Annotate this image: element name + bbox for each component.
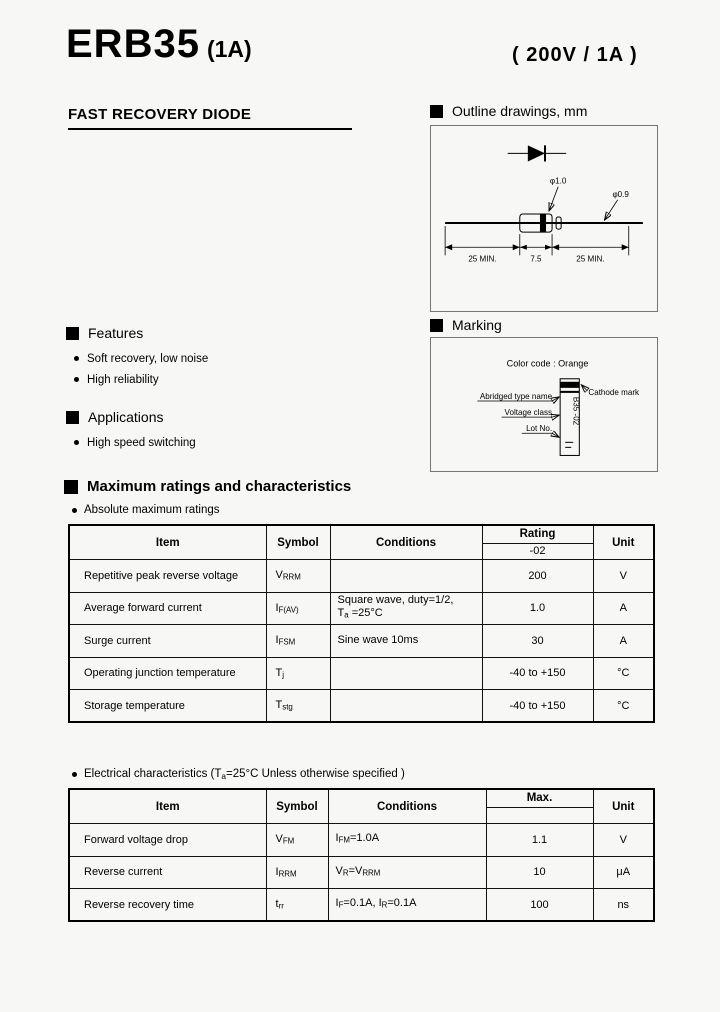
symbol-cell: trr [266, 889, 328, 922]
rating-cell: -40 to +150 [482, 657, 593, 690]
symbol-cell: Tj [266, 657, 330, 690]
conditions-cell [330, 560, 482, 593]
applications-heading-label: Applications [88, 409, 164, 425]
item-cell: Forward voltage drop [69, 824, 266, 857]
lot-no-label: Lot No. [526, 424, 553, 434]
unit-cell: μA [593, 856, 654, 889]
table-row [69, 690, 654, 723]
unit-cell: V [593, 560, 654, 593]
list-item [74, 369, 208, 390]
max-cell: 1.1 [486, 824, 593, 857]
voltage-current-rating: ( 200V / 1A ) [512, 44, 638, 66]
max-cell: 10 [486, 856, 593, 889]
unit-cell: °C [593, 690, 654, 723]
col-header-conditions: Conditions [328, 789, 486, 824]
col-header-max [486, 789, 593, 824]
electrical-characteristics-subheading [72, 768, 405, 781]
max-ratings-heading-label: Maximum ratings and characteristics [87, 478, 352, 495]
applications-list [74, 432, 196, 453]
conditions-cell: VR=VRRM [328, 856, 486, 889]
max-ratings-table [68, 524, 655, 723]
table-row [69, 657, 654, 690]
symbol-cell: IF(AV) [266, 592, 330, 625]
conditions-cell: IFM=1.0A [328, 824, 486, 857]
item-cell: Average forward current [69, 592, 266, 625]
diode-symbol-icon [508, 145, 567, 161]
symbol-cell: VRRM [266, 560, 330, 593]
item-cell: Repetitive peak reverse voltage [69, 560, 266, 593]
conditions-cell [330, 657, 482, 690]
item-cell: Reverse current [69, 856, 266, 889]
device-type-subtitle: FAST RECOVERY DIODE [68, 106, 352, 130]
table-row [69, 889, 654, 922]
col-header-conditions: Conditions [330, 525, 482, 560]
square-bullet-icon [66, 411, 79, 424]
electrical-characteristics-label: Electrical characteristics (Ta=25°C Unless otherwise specified ) [84, 768, 405, 781]
symbol-cell: Tstg [266, 690, 330, 723]
feature-text: Soft recovery, low noise [87, 352, 209, 365]
square-bullet-icon [64, 480, 78, 494]
rating-class-label: -02 [529, 545, 546, 557]
max-cell: 100 [486, 889, 593, 922]
bullet-icon [74, 440, 79, 445]
table-row [69, 560, 654, 593]
conditions-cell: Sine wave 10ms [330, 625, 482, 658]
list-item [74, 432, 196, 453]
conditions-cell: Square wave, duty=1/2, Ta =25°C [330, 592, 482, 625]
cathode-mark-label: Cathode mark [588, 387, 640, 397]
part-number: ERB35 [66, 22, 200, 66]
abridged-type-name-label: Abridged type name [479, 391, 553, 401]
unit-cell: A [593, 592, 654, 625]
rating-cell: 30 [482, 625, 593, 658]
part-title [66, 22, 252, 67]
part-current-note: (1A) [206, 36, 252, 62]
feature-text: High reliability [87, 373, 159, 386]
marking-body-text: B35 -02 [571, 396, 581, 426]
item-cell: Operating junction temperature [69, 657, 266, 690]
bullet-icon [72, 508, 77, 513]
unit-cell: V [593, 824, 654, 857]
outline-drawing-box [430, 125, 658, 312]
outline-heading-label: Outline drawings, mm [452, 103, 588, 119]
bullet-icon [74, 356, 79, 361]
color-code-label: Color code : Orange [506, 358, 589, 369]
unit-cell: ns [593, 889, 654, 922]
table-row [69, 592, 654, 625]
symbol-cell: IFSM [266, 625, 330, 658]
col-header-item: Item [69, 789, 266, 824]
col-header-symbol: Symbol [266, 525, 330, 560]
table-header-row [69, 525, 654, 560]
application-text: High speed switching [87, 436, 196, 449]
rating-cell: -40 to +150 [482, 690, 593, 723]
electrical-characteristics-table [68, 788, 655, 922]
features-list [74, 348, 208, 390]
col-header-unit: Unit [593, 525, 654, 560]
item-cell: Storage temperature [69, 690, 266, 723]
voltage-class-label: Voltage class [504, 408, 553, 418]
max-ratings-heading [64, 478, 351, 495]
symbol-cell: VFM [266, 824, 328, 857]
col-header-unit: Unit [593, 789, 654, 824]
col-header-symbol: Symbol [266, 789, 328, 824]
bullet-icon [72, 772, 77, 777]
marking-heading [430, 317, 502, 333]
dim-right-lead-length: 25 MIN. [576, 254, 605, 264]
unit-cell: A [593, 625, 654, 658]
conditions-cell [330, 690, 482, 723]
conditions-cell: IF=0.1A, IR=0.1A [328, 889, 486, 922]
marking-heading-label: Marking [452, 317, 502, 333]
dim-lead-diameter: φ1.0 [549, 176, 567, 186]
features-heading [66, 325, 143, 341]
marked-component-drawing [560, 379, 580, 456]
dim-body-diameter: φ0.9 [612, 189, 629, 199]
col-header-rating [482, 525, 593, 560]
dim-left-lead-length: 25 MIN. [468, 254, 497, 264]
marking-diagram-box [430, 337, 658, 472]
applications-heading [66, 409, 164, 425]
features-heading-label: Features [88, 325, 144, 341]
symbol-cell: IRRM [266, 856, 328, 889]
item-cell: Surge current [69, 625, 266, 658]
list-item [74, 348, 208, 369]
rating-cell: 1.0 [482, 592, 593, 625]
square-bullet-icon [66, 327, 79, 340]
col-header-item: Item [69, 525, 266, 560]
rating-header-label: Rating [483, 526, 593, 544]
table-header-row [69, 789, 654, 824]
square-bullet-icon [430, 319, 443, 332]
table-row [69, 824, 654, 857]
max-header-label: Max. [487, 790, 593, 808]
rating-cell: 200 [482, 560, 593, 593]
table-row [69, 625, 654, 658]
item-cell: Reverse recovery time [69, 889, 266, 922]
bullet-icon [74, 377, 79, 382]
square-bullet-icon [430, 105, 443, 118]
table-row [69, 856, 654, 889]
outline-drawings-heading [430, 103, 587, 119]
absolute-max-ratings-label: Absolute maximum ratings [84, 504, 220, 516]
unit-cell: °C [593, 657, 654, 690]
absolute-max-ratings-subheading [72, 504, 220, 516]
marking-diagram [431, 338, 657, 471]
dim-body-length: 7.5 [530, 254, 542, 264]
component-drawing [445, 214, 643, 232]
diode-outline-drawing [431, 126, 657, 311]
